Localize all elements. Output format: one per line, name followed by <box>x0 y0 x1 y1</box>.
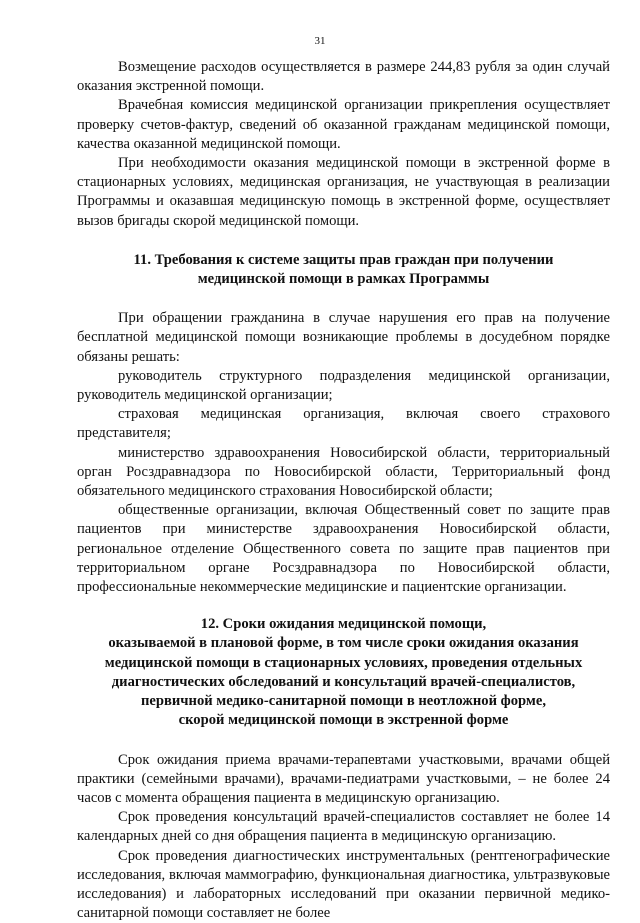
heading-line: скорой медицинской помощи в экстренной форме <box>178 712 509 729</box>
paragraph: Срок проведения консультаций врачей-специалистов составляет не более 14 календарных дней со дня обращения пациента в медицинскую организацию. <box>77 809 610 845</box>
paragraph: Срок ожидания приема врачами-терапевтами участковыми, врачами общей практики (семейными врачами), врачами-педиатрами участковыми, – не более 24 часов с момента обращения пациента в медицинскую организацию. <box>77 751 610 806</box>
page-number: 31 <box>314 35 326 47</box>
paragraph: руководитель структурного подразделения медицинской организации, руководитель медицинской организации; <box>77 367 610 404</box>
spacer <box>77 597 610 615</box>
paragraph: При обращении гражданина в случае нарушения его прав на получение бесплатной медицинской помощи возникающие проблемы в досудебном порядке обязаны решать: <box>77 310 610 365</box>
heading-line: оказываемой в плановой форме, в том числе сроки ожидания оказания <box>108 635 579 652</box>
paragraph: Возмещение расходов осуществляется в размере 244,83 рубля за один случай оказания экстренной помощи. <box>77 59 610 95</box>
section-12-heading <box>77 615 610 730</box>
paragraph: Врачебная комиссия медицинской организации прикрепления осуществляет проверку счетов-фактур, сведений об оказанной гражданам медицинской помощи, качества оказанной медицинской помощи. <box>77 97 610 152</box>
heading-line: медицинской помощи в рамках Программы <box>197 271 490 288</box>
heading-line: 11. Требования к системе защиты прав граждан при получении <box>133 251 554 268</box>
section-11-heading <box>77 251 610 289</box>
page-content <box>77 58 610 923</box>
heading-line: диагностических обследований и консультаций врачей-специалистов, <box>111 673 576 690</box>
spacer <box>77 231 610 251</box>
paragraph: общественные организации, включая Общественный совет по защите прав пациентов при министерстве здравоохранения Новосибирской области, региональное отделение Общественного совета по защите прав пациентов при территориальном органе Росздравнадзора по Новосибирской области, профессиональные некоммерческие медицинские и пациентские организации. <box>77 502 610 596</box>
spacer <box>77 731 610 751</box>
paragraph: министерство здравоохранения Новосибирской области, территориальный орган Росздравнадзора по Новосибирской области, Территориальный фонд обязательного медицинского страхования Новосибирской области; <box>77 444 610 500</box>
paragraph: При необходимости оказания медицинской помощи в экстренной форме в стационарных условиях, медицинская организация, не участвующая в реализации Программы и оказавшая медицинскую помощь в экстренной форме, осуществляет вызов бригады скорой медицинской помощи. <box>77 155 610 229</box>
paragraph: Срок проведения диагностических инструментальных (рентгенографические исследования, включая маммографию, функциональная диагностика, ультразвуковые исследования) и лабораторных исследований при оказании первичной медико-санитарной помощи составляет не более <box>77 847 610 922</box>
heading-line: первичной медико-санитарной помощи в неотложной форме, <box>141 693 546 710</box>
paragraph: страховая медицинская организация, включая своего страхового представителя; <box>77 406 610 442</box>
heading-line: 12. Сроки ожидания медицинской помощи, <box>200 616 487 633</box>
spacer <box>77 289 610 309</box>
heading-line: медицинской помощи в стационарных условиях, проведения отдельных <box>104 654 583 671</box>
